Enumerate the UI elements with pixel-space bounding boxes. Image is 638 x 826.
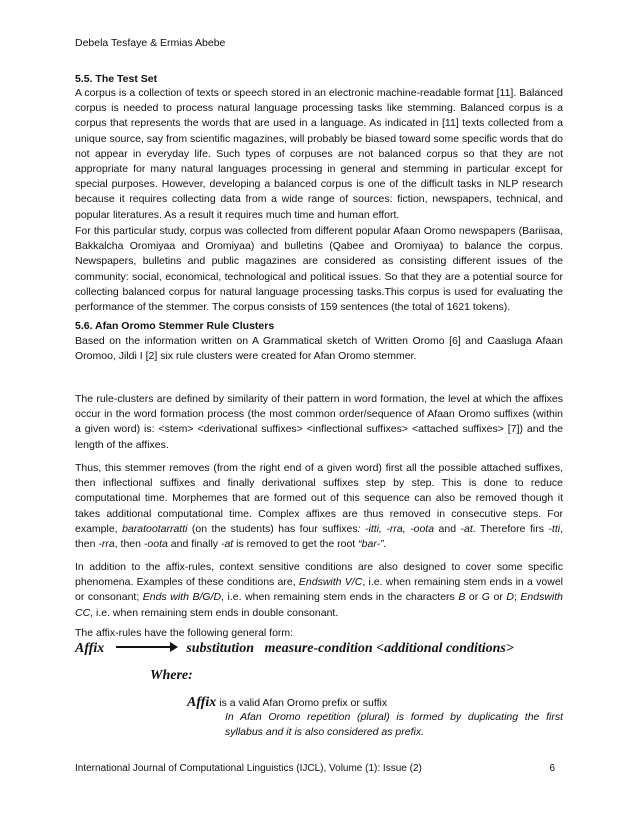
where-label: Where: bbox=[150, 668, 193, 683]
rule-clusters-paragraph-3: Thus, this stemmer removes (from the right end of a given word) first all the possible attached suffixes, then inflectional suffixes and finally derivational suffixes step by step. This is done to reduce computational time. Morphemes that are formed out of this sequence can also be removed though it takes additional computational time. Complex affixes are thus removed in consecutive steps. For example, baratootarratti (on the students) has four suffixes: -itti, -rra, -oota and -at. Therefore firs -tti, then -rra, then -oota and finally -at is removed to get the root “bar-”. bbox=[75, 462, 563, 551]
section-title-test-set: 5.5. The Test Set bbox=[75, 73, 158, 85]
journal-citation: International Journal of Computational Linguistics (IJCL), Volume (1): Issue (2) bbox=[75, 763, 422, 774]
formula-substitution: substitution bbox=[186, 641, 255, 656]
affix-rule-formula bbox=[75, 641, 575, 661]
test-set-paragraph-2: For this particular study, corpus was collected from different popular Afaan Oromo newspapers (Bariisaa, Bakkalcha Oromiyaa and Oromiyaa) and bulletins (Qabee and Oromiyaa) to balance the corpus. Newspapers, bulletins and public magazines are considered as consisting different issues of the community: social, economical, technological and political issues. So that they are a potential source for collecting balanced corpus for natural language processing tasks.This corpus is used for evaluating the performance of the stemmer. The corpus consists of 159 sentences (the total of 1621 tokens). bbox=[75, 225, 563, 314]
rule-clusters-paragraph-2: The rule-clusters are defined by similarity of their pattern in word formation, the level at which the affixes occur in the word formation process (the most common order/sequence of Afaan Oromo suffixes (within a given word) is: <stem> <derivational suffixes> <inflectional suffixes> <attached suffixes> [7]) and the length of the affixes. bbox=[75, 393, 563, 451]
right-arrow-icon bbox=[116, 646, 176, 648]
formula-affix: Affix bbox=[75, 641, 105, 656]
page-number: 6 bbox=[549, 763, 555, 774]
section-title-rule-clusters: 5.6. Afan Oromo Stemmer Rule Clusters bbox=[75, 320, 275, 332]
page-footer bbox=[75, 763, 555, 774]
formula-conditions: measure-condition <additional conditions> bbox=[264, 641, 514, 656]
rule-clusters-paragraph-5: The affix-rules have the following general form: bbox=[75, 627, 294, 639]
rule-clusters-paragraph-4: In addition to the affix-rules, context sensitive conditions are also designed to cover some specific phenomena. Examples of these conditions are, Endswith V/C, i.e. when remaining stem ends in a vowel or consonant; Ends with B/G/D, i.e. when remaining stem ends in the characters B or G or D; Endswith CC, i.e. when remaining stem ends in double consonant. bbox=[75, 561, 564, 619]
affix-definition: Affix is a valid Afan Oromo prefix or suffix bbox=[187, 695, 388, 710]
affix-note: In Afan Oromo repetition (plural) is formed by duplicating the first syllabus and it is also considered as prefix. bbox=[225, 711, 563, 738]
test-set-paragraph-1: A corpus is a collection of texts or speech stored in an electronic machine-readable format [11]. Balanced corpus is needed to process natural language processing tasks like stemming. Balanced corpus is a corpus that represents the words that are used in a language. As indicated in [11] texts collected from a unique source, say from scientific magazines, will probably be biased toward some specific words that do not appear in everyday life. Such types of corpuses are not balanced corpus so that they are not appropriate for many natural languages processing in general and stemming in particular except for special purposes. However, developing a balanced corpus is one of the difficult tasks in NLP research because it requires collecting data from a wide range of sources: fiction, newspapers, technical, and popular literatures. As a result it requires much time and human effort. bbox=[75, 87, 563, 221]
running-header: Debela Tesfaye & Ermias Abebe bbox=[75, 37, 226, 49]
affix-term: Affix bbox=[187, 695, 217, 710]
rule-clusters-paragraph-1: Based on the information written on A Grammatical sketch of Written Oromo [6] and Caasluga Afaan Oromoo, Jildi I [2] six rule clusters were created for Afan Oromo stemmer. bbox=[75, 335, 563, 363]
